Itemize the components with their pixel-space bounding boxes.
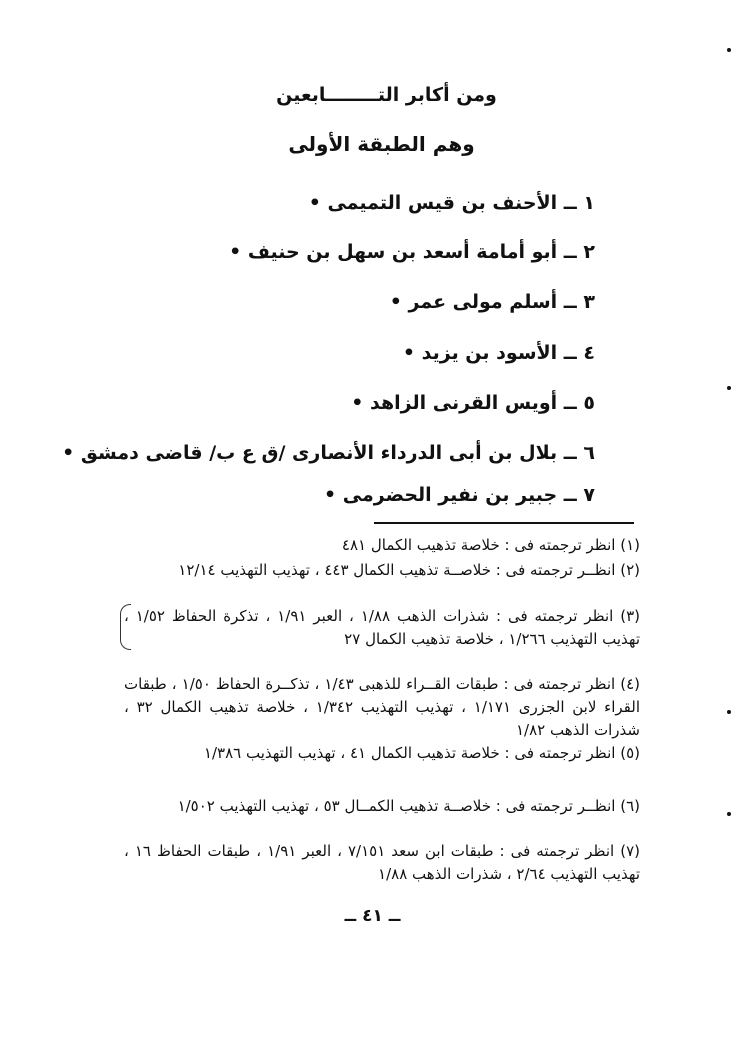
entry-3: ٣ ــ أسلم مولى عمر • <box>389 291 595 313</box>
entry-6: ٦ ــ بلال بن أبى الدرداء الأنصارى /ق ع ب/ قاضى دمشق • <box>62 442 595 464</box>
entry-4: ٤ ــ الأسود بن يزيد • <box>402 342 595 364</box>
footnote-4: (٤) انظر ترجمته فى : طبقات القــراء للذهبى ١/٤٣ ، تذكــرة الحفاظ ١/٥٠ ، طبقات القراء لابن الجزرى ١/١٧١ ، تهذيب التهذيب ١/٣٤٢ ، خلاصة تذهيب الكمال ٣٢ ، شذرات الذهب ١/٨٢ <box>124 675 640 739</box>
scan-speck <box>727 710 731 714</box>
footnote-7: (٧) انظر ترجمته فى : طبقات ابن سعد ٧/١٥١ ، العبر ١/٩١ ، طبقات الحفاظ ١٦ ، تهذيب التهذيب ٢/٦٤ ، شذرات الذهب ١/٨٨ <box>124 842 640 883</box>
footnote-6: (٦) انظــر ترجمته فى : خلاصــة تذهيب الكمــال ٥٣ ، تهذيب التهذيب ١/٥٠٢ <box>177 797 640 815</box>
section-heading: ومن أكابر التــــــــابعين <box>276 84 497 106</box>
footnote-separator <box>374 522 634 524</box>
scan-speck <box>727 48 731 52</box>
handwritten-bracket-mark <box>120 604 131 650</box>
footnote-3: (٣) انظر ترجمته فى : شذرات الذهب ١/٨٨ ، العبر ١/٩١ ، تذكرة الحفاظ ١/٥٢ ، تهذيب التهذيب ١/٢٦٦ ، خلاصة تذهيب الكمال ٢٧ <box>124 607 640 648</box>
scan-speck <box>727 386 731 390</box>
section-subheading: وهم الطبقة الأولى <box>288 132 475 156</box>
scan-speck <box>727 812 731 816</box>
entry-1: ١ ــ الأحنف بن قيس التميمى • <box>308 192 595 214</box>
entry-5: ٥ ــ أويس القرنى الزاهد • <box>351 392 595 414</box>
footnote-1: (١) انظر ترجمته فى : خلاصة تذهيب الكمال ٤٨١ <box>341 536 640 554</box>
footnote-5: (٥) انظر ترجمته فى : خلاصة تذهيب الكمال ٤١ ، تهذيب التهذيب ١/٣٨٦ <box>203 744 640 762</box>
page-number: ــ ٤١ ــ <box>344 906 401 926</box>
entry-2: ٢ ــ أبو أمامة أسعد بن سهل بن حنيف • <box>229 241 595 263</box>
footnote-2: (٢) انظــر ترجمته فى : خلاصــة تذهيب الكمال ٤٤٣ ، تهذيب التهذيب ١٢/١٤ <box>178 561 640 579</box>
entry-7: ٧ ــ جبير بن نفير الحضرمى • <box>324 484 595 506</box>
